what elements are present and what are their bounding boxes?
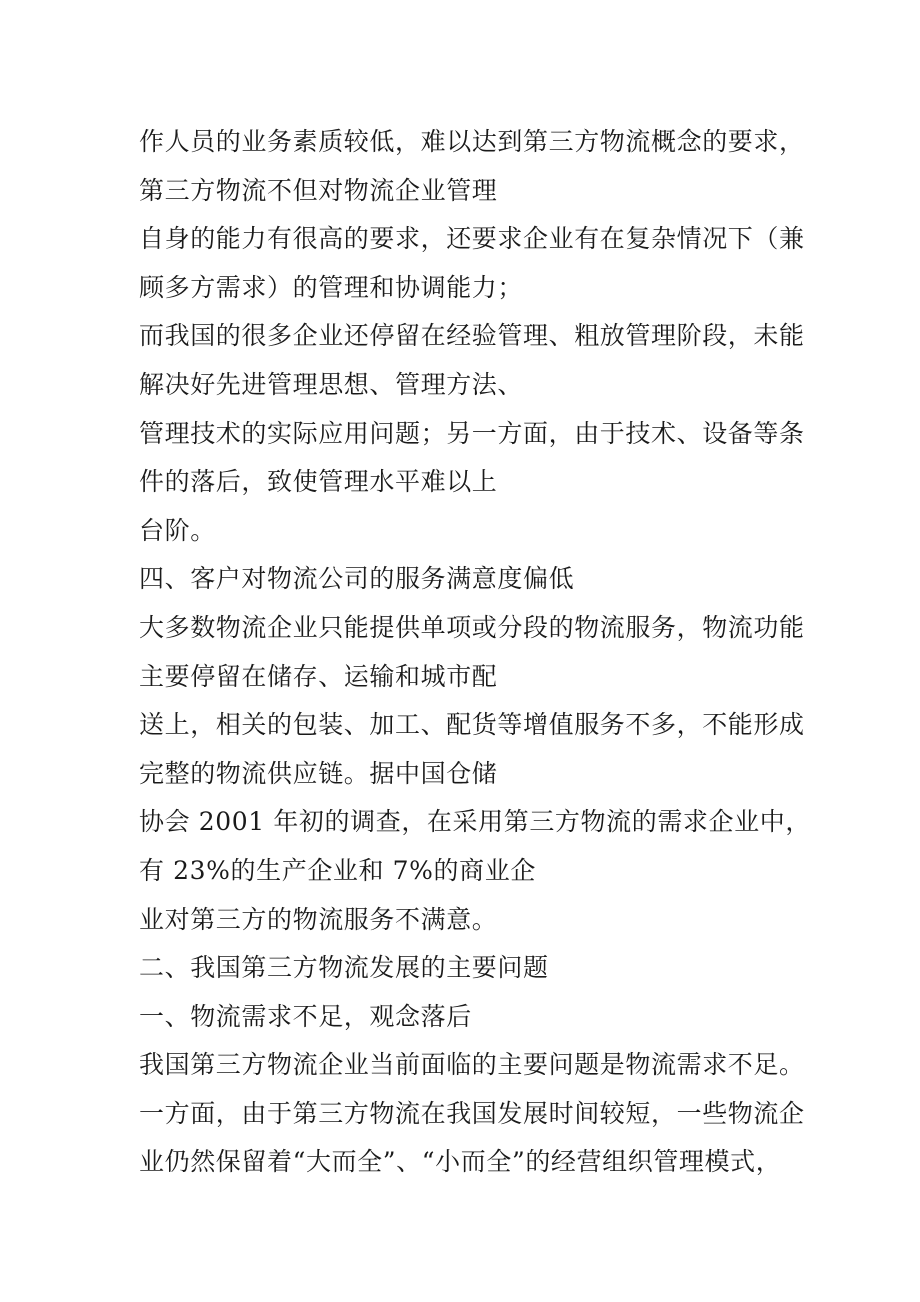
section-heading: 二、我国第三方物流发展的主要问题 [139, 953, 549, 983]
text-line: 送上，相关的包装、加工、配货等增值服务不多，不能形成 [139, 710, 805, 740]
text-line: 协会 2001 年初的调查，在采用第三方物流的需求企业中， [139, 807, 811, 837]
section-heading: 四、客户对物流公司的服务满意度偏低 [139, 564, 575, 594]
text-line: 自身的能力有很高的要求，还要求企业有在复杂情况下（兼 [139, 224, 805, 254]
section-heading: 一、物流需求不足，观念落后 [139, 1001, 472, 1031]
text-line: 业对第三方的物流服务不满意。 [139, 904, 498, 934]
text-line: 我国第三方物流企业当前面临的主要问题是物流需求不足。 [139, 1050, 805, 1080]
text-line: 顾多方需求）的管理和协调能力； [139, 272, 524, 302]
text-line: 管理技术的实际应用问题；另一方面，由于技术、设备等条 [139, 418, 805, 448]
text-line: 主要停留在储存、运输和城市配 [139, 661, 498, 691]
text-line: 完整的物流供应链。据中国仓储 [139, 758, 498, 788]
text-line: 业仍然保留着“大而全”、“小而全”的经营组织管理模式， [139, 1147, 782, 1177]
text-line: 有 23%的生产企业和 7%的商业企 [139, 855, 536, 885]
text-line: 解决好先进管理思想、管理方法、 [139, 369, 524, 399]
text-line: 大多数物流企业只能提供单项或分段的物流服务，物流功能 [139, 612, 805, 642]
text-line: 件的落后，致使管理水平难以上 [139, 467, 498, 497]
body-text [139, 118, 819, 1187]
text-line: 第三方物流不但对物流企业管理 [139, 175, 498, 205]
text-line: 台阶。 [139, 515, 216, 545]
text-line: 而我国的很多企业还停留在经验管理、粗放管理阶段，未能 [139, 321, 805, 351]
text-line: 作人员的业务素质较低，难以达到第三方物流概念的要求， [139, 127, 805, 156]
text-line: 一方面，由于第三方物流在我国发展时间较短，一些物流企 [139, 1098, 805, 1128]
